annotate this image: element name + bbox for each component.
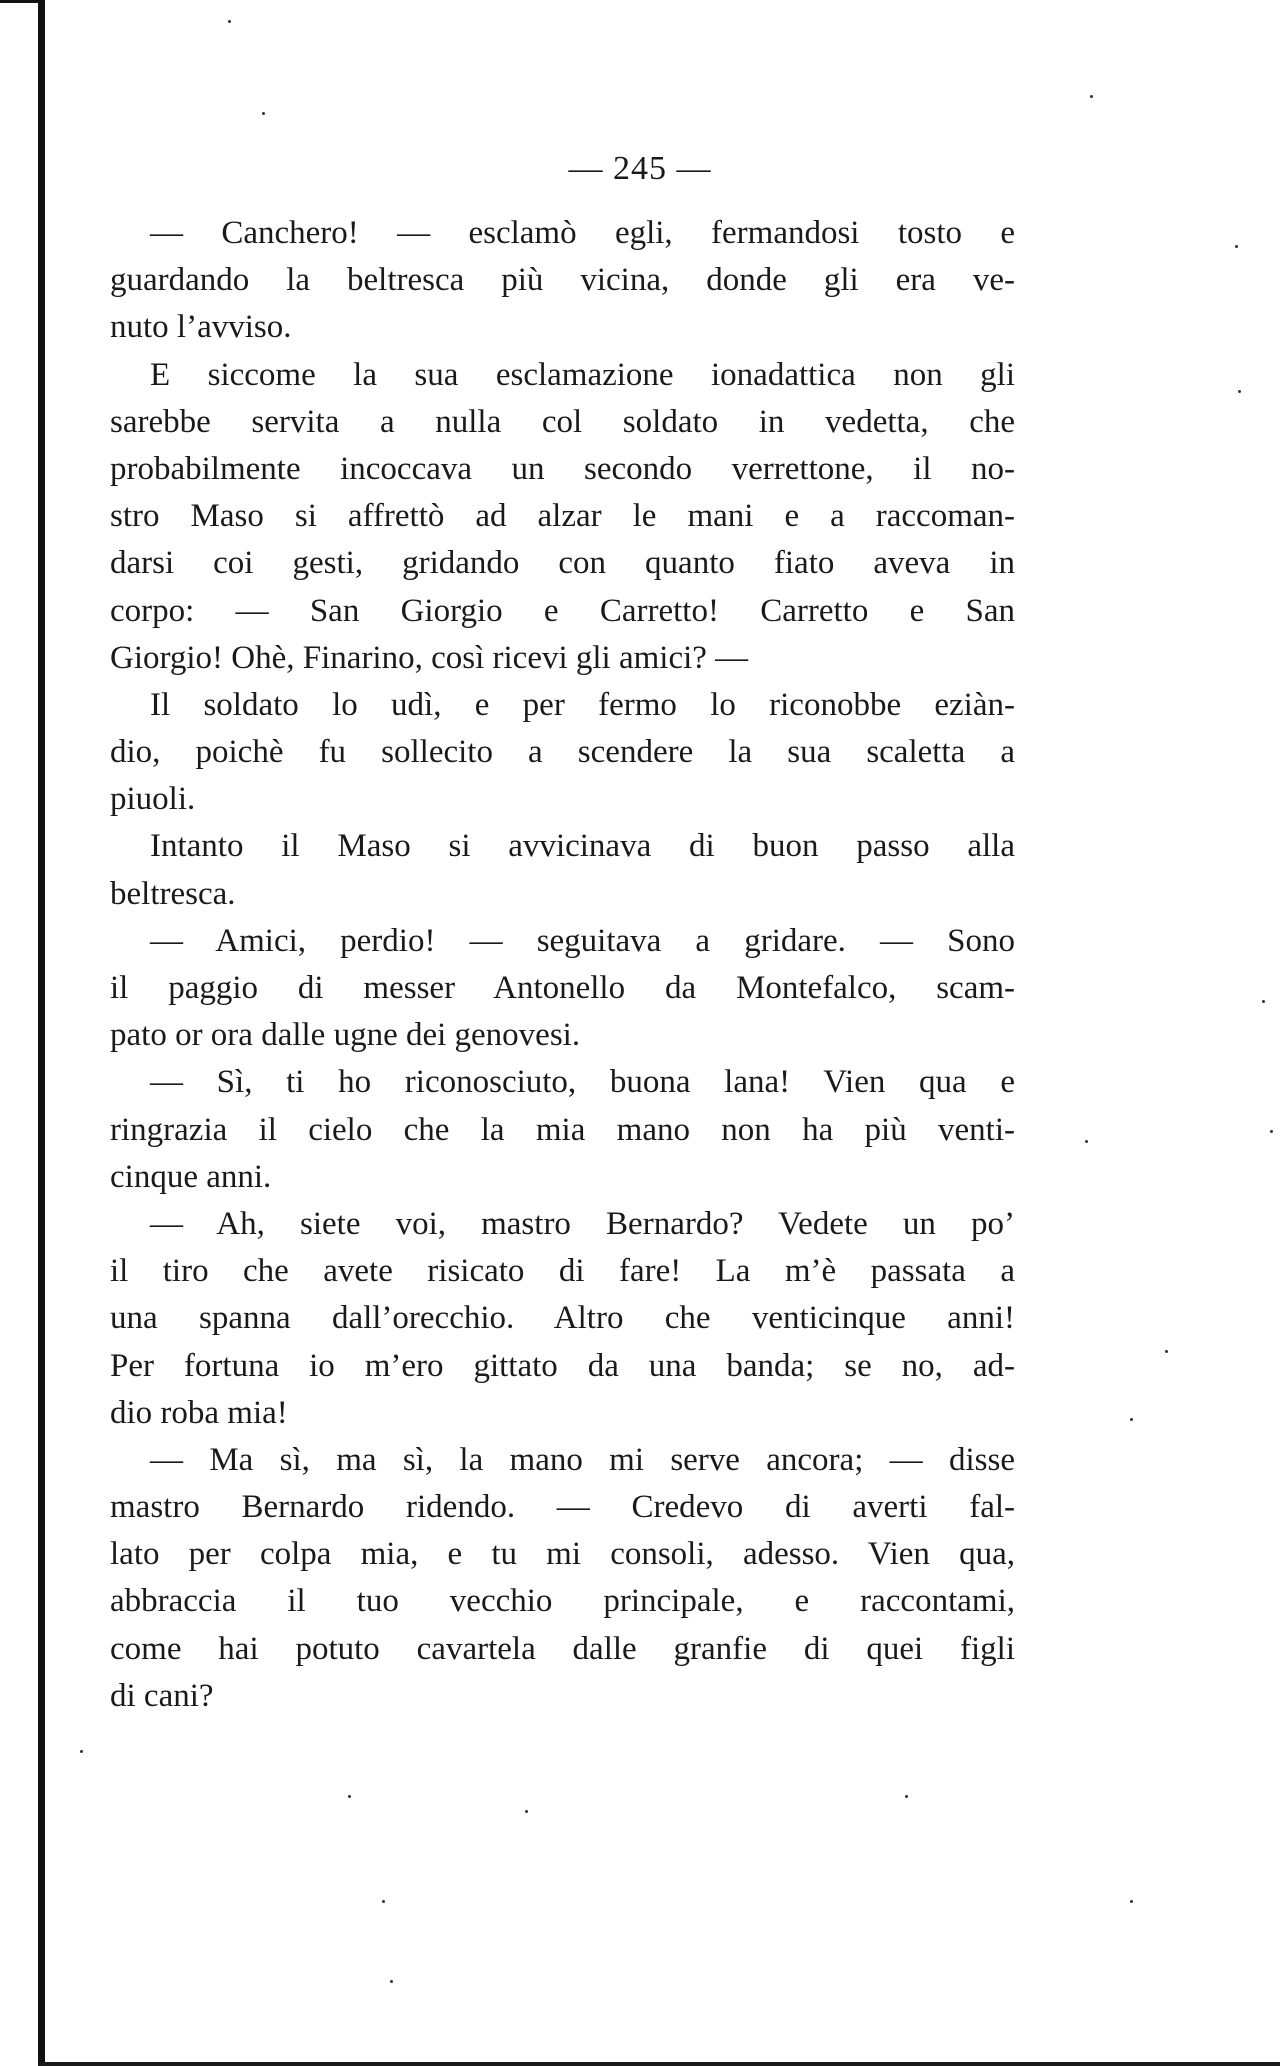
text-line: — Canchero! — esclamò egli, fermandosi tosto e (150, 215, 1015, 251)
page-number: — 245 — (568, 150, 712, 187)
scan-page-edge-left (38, 0, 45, 2066)
scan-speck (80, 1750, 83, 1753)
text-line: Giorgio! Ohè, Finarino, così ricevi gli amici? — (110, 639, 749, 676)
text-line: beltresca. (110, 875, 236, 912)
scan-speck (1270, 1130, 1273, 1133)
text-line: Il soldato lo udì, e per fermo lo riconobbe eziàn- (150, 686, 1015, 723)
scan-speck (228, 20, 231, 23)
text-line: corpo: — San Giorgio e Carretto! Carretto e San (110, 592, 1015, 629)
text-line: Per fortuna io m’ero gittato da una banda; se no, ad- (110, 1347, 1015, 1384)
scan-speck (382, 1900, 385, 1903)
scan-speck (1165, 1350, 1168, 1353)
scan-speck (348, 1795, 351, 1798)
text-line: darsi coi gesti, gridando con quanto fiato aveva in (110, 545, 1015, 582)
text-line: di cani? (110, 1677, 214, 1714)
scan-speck (1085, 1140, 1088, 1143)
text-line: una spanna dall’orecchio. Altro che venticinque anni! (110, 1300, 1015, 1337)
text-line: — Ma sì, ma sì, la mano mi serve ancora; — disse (150, 1441, 1015, 1478)
text-line: guardando la beltresca più vicina, donde gli era ve- (110, 262, 1015, 299)
scan-speck (525, 1810, 528, 1813)
text-line: il tiro che avete risicato di fare! La m’è passata a (110, 1253, 1015, 1290)
text-line: cinque anni. (110, 1158, 272, 1195)
scan-speck (390, 1980, 393, 1983)
scan-speck (905, 1795, 908, 1798)
text-line: — Sì, ti ho riconosciuto, buona lana! Vien qua e (150, 1064, 1015, 1101)
scan-speck (262, 112, 265, 115)
body-text (110, 210, 1015, 1720)
text-line: pato or ora dalle ugne dei genovesi. (110, 1017, 581, 1054)
text-line: — Ah, siete voi, mastro Bernardo? Vedete un po’ (150, 1205, 1015, 1242)
text-line: lato per colpa mia, e tu mi consoli, adesso. Vien qua, (110, 1536, 1015, 1573)
scan-speck (1130, 1418, 1133, 1421)
text-line: il paggio di messer Antonello da Montefalco, scam- (110, 970, 1015, 1006)
scan-speck (1090, 95, 1093, 98)
text-line: mastro Bernardo ridendo. — Credevo di averti fal- (110, 1489, 1015, 1526)
text-line: nuto l’avviso. (110, 309, 292, 346)
text-line: stro Maso si affrettò ad alzar le mani e a raccoman- (110, 498, 1015, 535)
scan-speck (1130, 1900, 1133, 1903)
scan-page-edge-top (0, 0, 45, 3)
text-line: E siccome la sua esclamazione ionadattica non gli (150, 356, 1015, 393)
text-line: dio, poichè fu sollecito a scendere la sua scaletta a (110, 734, 1015, 771)
scan-speck (1235, 245, 1238, 248)
text-line: piuoli. (110, 781, 196, 818)
text-line: abbraccia il tuo vecchio principale, e raccontami, (110, 1583, 1015, 1620)
scan-speck (1262, 1000, 1265, 1003)
text-line: come hai potuto cavartela dalle granfie di quei figli (110, 1630, 1015, 1667)
text-line: sarebbe servita a nulla col soldato in vedetta, che (110, 403, 1015, 440)
scan-speck (1238, 390, 1241, 393)
text-line: probabilmente incoccava un secondo verrettone, il no- (110, 450, 1015, 487)
text-line: — Amici, perdio! — seguitava a gridare. — Sono (150, 922, 1015, 959)
scan-page-edge-bottom (38, 2062, 1280, 2066)
text-line: dio roba mia! (110, 1394, 288, 1431)
text-line: ringrazia il cielo che la mia mano non ha più venti- (110, 1111, 1015, 1148)
text-line: Intanto il Maso si avvicinava di buon passo alla (150, 828, 1015, 865)
